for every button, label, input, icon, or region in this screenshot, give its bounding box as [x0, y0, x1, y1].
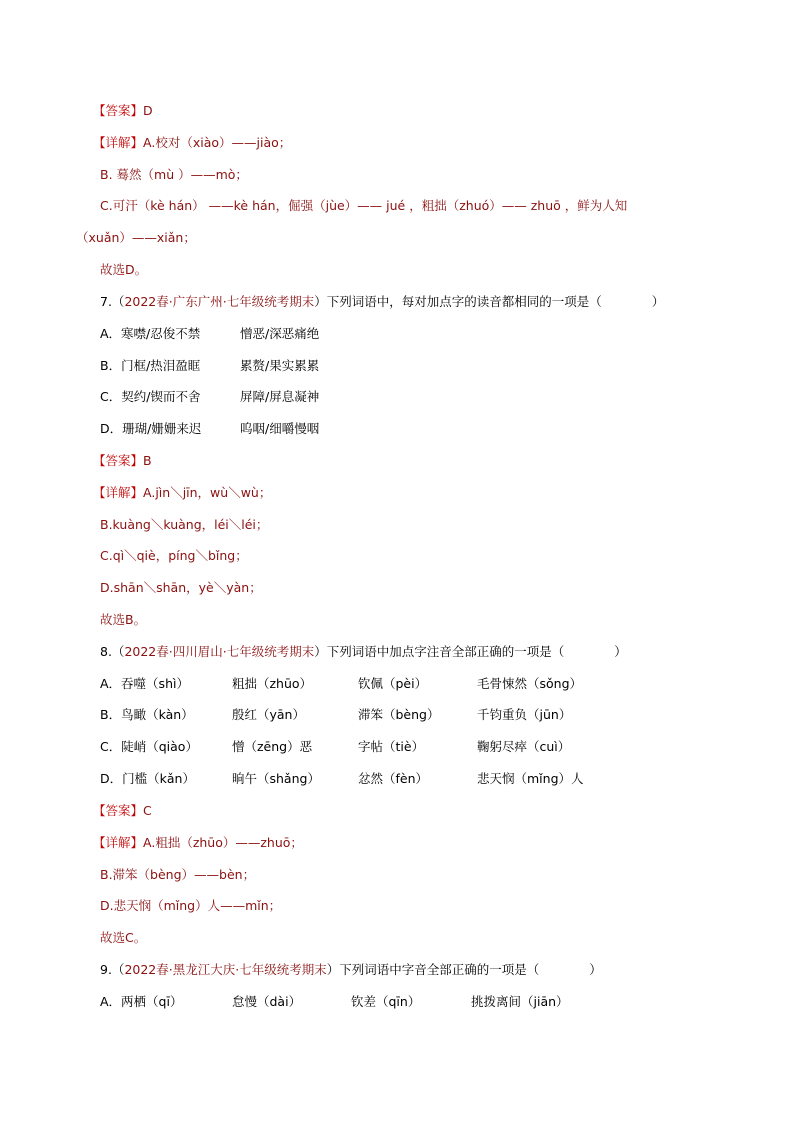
answer-line — [0, 445, 794, 477]
answer-line — [0, 795, 794, 827]
section-label: 【详解】 — [93, 834, 144, 850]
option-row — [0, 413, 794, 445]
option-cell: 钦佩（pèi） — [358, 675, 428, 691]
section-label: 【详解】 — [93, 134, 144, 150]
option-cell: 挑拨离间（jiān） — [471, 993, 569, 1009]
option-cell: 粗拙（zhūo） — [232, 675, 313, 691]
explanation-line — [0, 509, 794, 541]
conclusion-line — [0, 922, 794, 954]
explanation-line — [0, 222, 794, 254]
line-text: ） — [651, 293, 665, 309]
option-cell: A．寒噤/忍俊不禁 — [100, 325, 201, 341]
answer-line — [0, 95, 794, 127]
line-text: 8.（ — [100, 643, 125, 659]
line-text: B.滞笨（bèng）——bèn； — [100, 866, 256, 882]
question-source: 2022春·广东广州·七年级统考期末 — [124, 293, 315, 309]
option-cell: 殷红（yān） — [232, 707, 305, 723]
document-page — [0, 95, 794, 1018]
question-8 — [0, 636, 794, 668]
line-text: 故选B。 — [100, 612, 147, 627]
line-text: 故选D。 — [100, 262, 148, 278]
option-cell: 晌午（shǎng） — [232, 771, 320, 787]
question-source: 2022春·四川眉山·七年级统考期末 — [124, 643, 315, 659]
line-text: B. 蓦然（mù ）——mò； — [100, 166, 248, 182]
option-cell: 怠慢（dài） — [232, 993, 302, 1009]
section-label: 【详解】 — [93, 484, 144, 500]
option-cell: 鞠躬尽瘁（cuì） — [477, 739, 571, 755]
section-label: 【答案】 — [93, 452, 144, 468]
line-text: 9.（ — [100, 961, 125, 977]
option-row — [0, 318, 794, 350]
option-cell: 滞笨（bèng） — [358, 707, 440, 723]
line-text: B.kuàng＼kuàng，léi＼léi； — [100, 516, 269, 532]
conclusion-line — [0, 604, 794, 636]
option-row — [0, 668, 794, 700]
option-cell: 憎（zēng）恶 — [232, 739, 313, 755]
explanation-line — [0, 477, 794, 509]
option-cell: A．吞噬（shì） — [100, 675, 189, 691]
line-text: ）下列词语中，每对加点字的读音都相同的一项是（ — [314, 293, 602, 309]
option-cell: D．门槛（kǎn） — [100, 771, 195, 787]
line-text: 7.（ — [100, 293, 125, 309]
explanation-line — [0, 827, 794, 859]
option-cell: 憎恶/深恶痛绝 — [240, 325, 320, 341]
line-text: ）下列词语中加点字注音全部正确的一项是（ — [314, 643, 565, 659]
line-text: ） — [589, 961, 602, 977]
option-row — [0, 699, 794, 731]
option-cell: D．珊瑚/姗姗来迟 — [100, 421, 202, 437]
section-label: 【答案】 — [93, 802, 144, 818]
option-row — [0, 381, 794, 413]
explanation-line — [0, 890, 794, 922]
conclusion-line — [0, 254, 794, 286]
line-text: D.shān＼shān，yè＼yàn； — [100, 580, 262, 596]
option-cell: 悲天悯（mǐng）人 — [477, 771, 584, 787]
option-cell: 屏障/屏息凝神 — [240, 389, 320, 405]
option-cell: A．两栖（qī） — [100, 993, 183, 1009]
option-cell: 千钧重负（jūn） — [477, 707, 572, 723]
option-cell: B．门框/热泪盈眶 — [100, 357, 201, 373]
option-row — [0, 763, 794, 795]
option-cell: 字帖（tiè） — [358, 739, 425, 755]
line-text: A.粗拙（zhūo）——zhuō； — [143, 834, 303, 850]
line-text: C.qì＼qiè，píng＼bǐng； — [100, 548, 248, 564]
option-cell: 呜咽/细嚼慢咽 — [240, 421, 320, 437]
option-cell: C．陡峭（qiào） — [100, 739, 198, 755]
line-text: A.jìn＼jīn，wù＼wù； — [143, 484, 272, 500]
line-text: ）下列词语中字音全部正确的一项是（ — [326, 961, 540, 977]
option-cell: 钦差（qīn） — [351, 993, 421, 1009]
explanation-line — [0, 859, 794, 891]
option-row — [0, 731, 794, 763]
question-9 — [0, 954, 794, 986]
option-cell: 忿然（fèn） — [358, 771, 429, 787]
line-text: B — [143, 452, 152, 468]
line-text: C.可汗（kè hán） ——kè hán，倔强（jùe）—— jué ，粗拙（zhuó）—— zhuō ，鲜为人知 — [100, 198, 628, 214]
option-cell: C．契约/锲而不舍 — [100, 389, 201, 405]
section-label: 【答案】 — [93, 103, 144, 118]
explanation-line — [0, 190, 794, 222]
question-7 — [0, 286, 794, 318]
question-source: 2022春·黑龙江大庆·七年级统考期末 — [124, 961, 327, 977]
explanation-line — [0, 159, 794, 191]
line-text: （xuǎn）——xiǎn； — [76, 230, 196, 246]
option-row — [0, 986, 794, 1018]
line-text: ） — [614, 643, 627, 659]
explanation-line — [0, 572, 794, 604]
option-row — [0, 350, 794, 382]
option-cell: 毛骨悚然（sǒng） — [477, 675, 583, 691]
option-cell: B．鸟瞰（kàn） — [100, 707, 194, 723]
line-text: D.悲天悯（mǐng）人——mǐn； — [100, 898, 282, 914]
explanation-line — [0, 540, 794, 572]
line-text: C — [143, 802, 152, 818]
line-text: D — [143, 103, 153, 118]
explanation-line — [0, 127, 794, 159]
option-cell: 累赘/果实累累 — [240, 357, 320, 373]
line-text: A.校对（xiào）——jiào； — [143, 134, 292, 150]
line-text: 故选C。 — [100, 930, 147, 946]
